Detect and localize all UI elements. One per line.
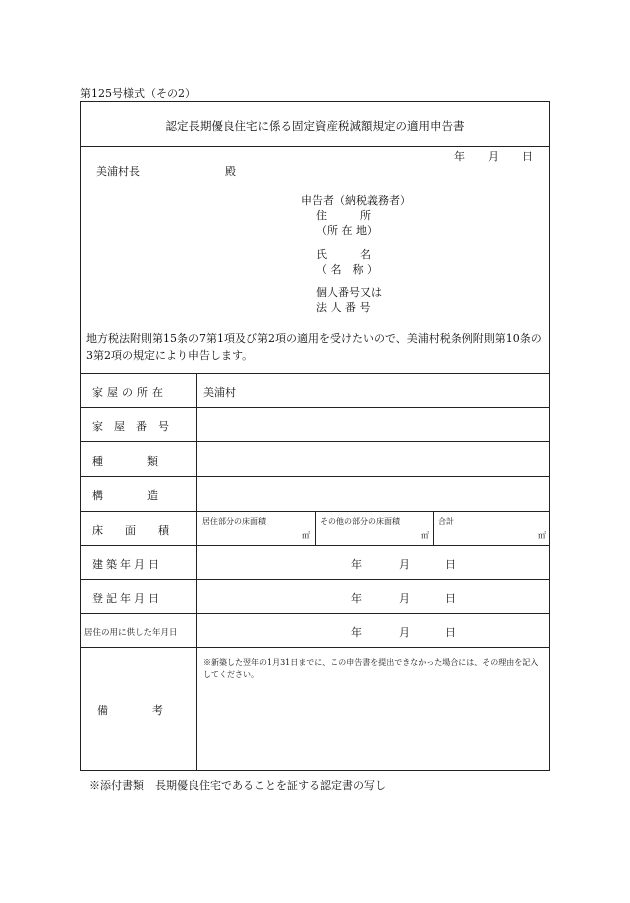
floor-area-divider <box>315 511 316 545</box>
applicant-heading: 申告者（納税義務者） <box>301 194 411 207</box>
date-month-label: 月 <box>488 150 499 163</box>
other-area-label: その他の部分の床面積 <box>320 517 400 526</box>
address-sub-label: （所 在 地） <box>316 224 378 237</box>
location-input[interactable] <box>203 407 550 441</box>
name-sub-label: （ 名 称 ） <box>316 263 378 276</box>
attachment-note: ※添付書類 長期優良住宅であることを証する認定書の写し <box>89 779 386 792</box>
declaration-text: 地方税法附則第15条の7第1項及び第2項の適用を受けたいので、美浦村税条例附則第10条の3第2項の規定により申告します。 <box>86 332 542 362</box>
structure-label: 構 造 <box>92 489 158 502</box>
location-value: 美浦村 <box>203 386 236 399</box>
floor-area-label: 床 面 積 <box>92 524 169 537</box>
honorific: 殿 <box>225 165 236 178</box>
row-divider <box>80 647 550 648</box>
title-row <box>81 102 549 147</box>
built-date-label: 建築年月日 <box>92 558 162 571</box>
registration-date-label: 登記年月日 <box>92 592 162 605</box>
total-area-unit: ㎡ <box>538 531 546 540</box>
label-column-divider <box>196 373 197 770</box>
date-day-label: 日 <box>522 150 533 163</box>
built-year-label: 年 <box>351 558 362 571</box>
built-month-label: 月 <box>399 558 410 571</box>
house-number-field[interactable] <box>197 442 550 475</box>
registration-month-label: 月 <box>399 592 410 605</box>
address-label: 住 所 <box>316 209 371 222</box>
form-number: 第125号様式（その2） <box>80 87 196 100</box>
floor-area-divider <box>433 511 434 545</box>
other-area-unit: ㎡ <box>421 531 429 540</box>
row-divider <box>80 613 550 614</box>
location-label: 家屋の所在 <box>92 386 167 399</box>
total-area-label: 合計 <box>438 517 454 526</box>
residential-area-label: 居住部分の床面積 <box>202 517 266 526</box>
number-label: 個人番号又は <box>316 286 382 299</box>
occupancy-month-label: 月 <box>399 626 410 639</box>
registration-year-label: 年 <box>351 592 362 605</box>
form-title: 認定長期優良住宅に係る固定資産税減額規定の適用申告書 <box>165 119 465 133</box>
number-label-2: 法 人 番 号 <box>316 301 371 314</box>
remarks-note: ※新築した翌年の1月31日までに、この申告書を提出できなかった場合には、その理由を記入してください。 <box>203 658 539 679</box>
name-label: 氏 名 <box>316 248 371 261</box>
type-field[interactable] <box>197 477 550 510</box>
house-number-label: 家 屋 番 号 <box>92 420 169 433</box>
remarks-label: 備 考 <box>97 704 163 717</box>
row-divider <box>80 545 550 546</box>
occupancy-date-label: 居住の用に供した年月日 <box>84 628 178 638</box>
registration-day-label: 日 <box>445 592 456 605</box>
addressee: 美浦村長 <box>96 165 140 178</box>
type-label: 種 類 <box>92 455 158 468</box>
residential-area-unit: ㎡ <box>302 531 310 540</box>
row-divider <box>80 579 550 580</box>
built-day-label: 日 <box>445 558 456 571</box>
occupancy-year-label: 年 <box>351 626 362 639</box>
table-top-line <box>80 373 550 374</box>
date-year-label: 年 <box>454 150 465 163</box>
occupancy-day-label: 日 <box>445 626 456 639</box>
